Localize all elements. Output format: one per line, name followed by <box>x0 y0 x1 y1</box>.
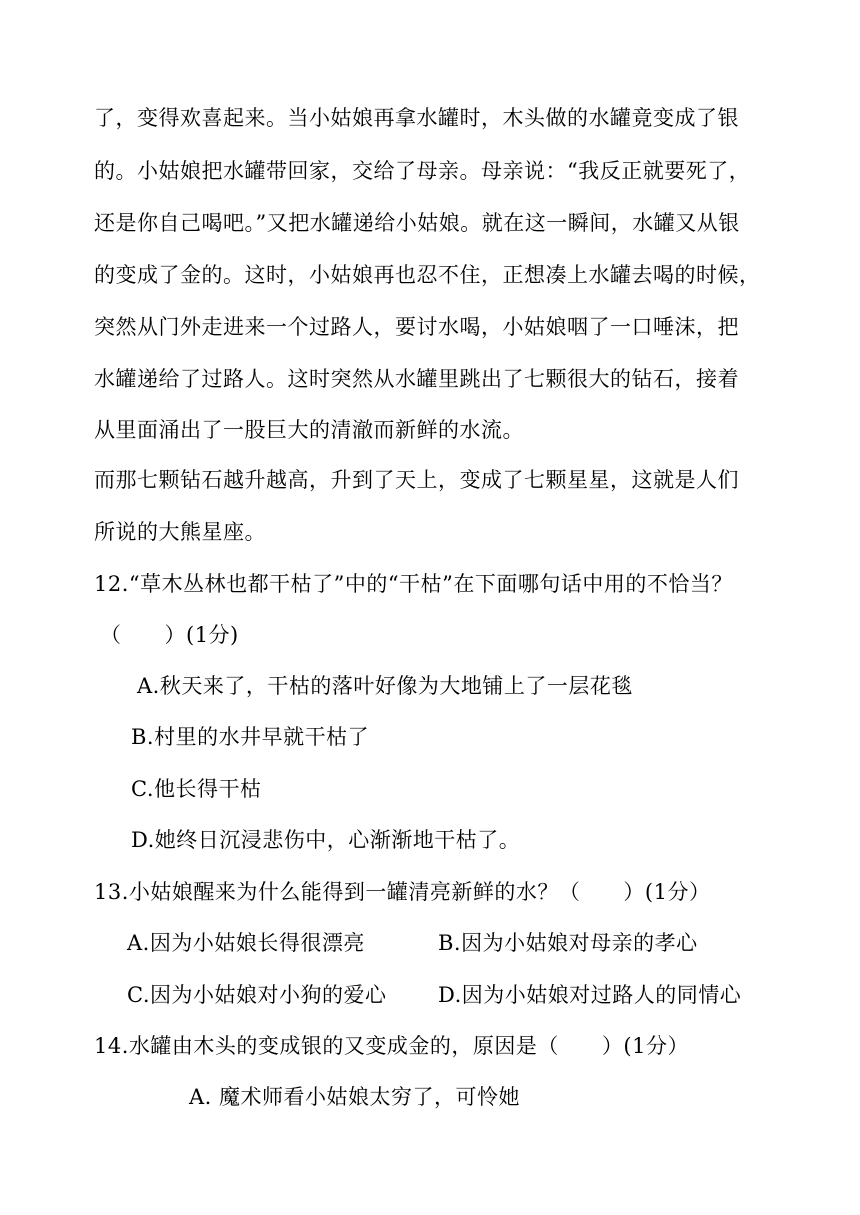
passage-line: 所说的大熊星座。 <box>94 520 266 544</box>
option-c: C.因为小姑娘对小狗的爱心 <box>127 983 387 1007</box>
option-c: C.他长得干枯 <box>131 777 262 801</box>
answer-blank: （ ）(1分) <box>100 623 239 647</box>
option-b: B.因为小姑娘对母亲的孝心 <box>438 931 698 955</box>
option-a: A.因为小姑娘长得很漂亮 <box>127 931 365 955</box>
passage-line: 的变成了金的。这时，小姑娘再也忍不住，正想凑上水罐去喝的时候， <box>94 263 761 287</box>
passage-line: 从里面涌出了一股巨大的清澈而新鲜的水流。 <box>94 418 524 442</box>
passage-line: 水罐递给了过路人。这时突然从水罐里跳出了七颗很大的钻石，接着 <box>94 367 739 391</box>
question-stem: 13.小姑娘醒来为什么能得到一罐清亮新鲜的水？（ ）(1分） <box>94 880 711 904</box>
option-a: A.秋天来了，干枯的落叶好像为大地铺上了一层花毯 <box>137 674 633 698</box>
option-b: B.村里的水井早就干枯了 <box>131 725 370 749</box>
passage-line: 而那七颗钻石越升越高，升到了天上，变成了七颗星星，这就是人们 <box>94 468 739 492</box>
option-d: D.她终日沉浸悲伤中，心渐渐地干枯了。 <box>131 828 521 852</box>
passage-line: 突然从门外走进来一个过路人，要讨水喝，小姑娘咽了一口唾沫，把 <box>94 315 739 339</box>
passage-line: 还是你自己喝吧。”又把水罐递给小姑娘。就在这一瞬间，水罐又从银 <box>94 211 740 235</box>
option-d: D.因为小姑娘对过路人的同情心 <box>438 983 742 1007</box>
question-stem: 12.“草木丛林也都干枯了”中的“干枯”在下面哪句话中用的不恰当？ <box>94 572 733 596</box>
question-stem: 14.水罐由木头的变成银的又变成金的，原因是（ ）(1分） <box>94 1034 689 1058</box>
passage-line: 的。小姑娘把水罐带回家，交给了母亲。母亲说：“我反正就要死了， <box>94 159 751 183</box>
option-a: A. 魔术师看小姑娘太穷了，可怜她 <box>189 1085 521 1109</box>
passage-line: 了，变得欢喜起来。当小姑娘再拿水罐时，木头做的水罐竟变成了银 <box>94 106 739 130</box>
